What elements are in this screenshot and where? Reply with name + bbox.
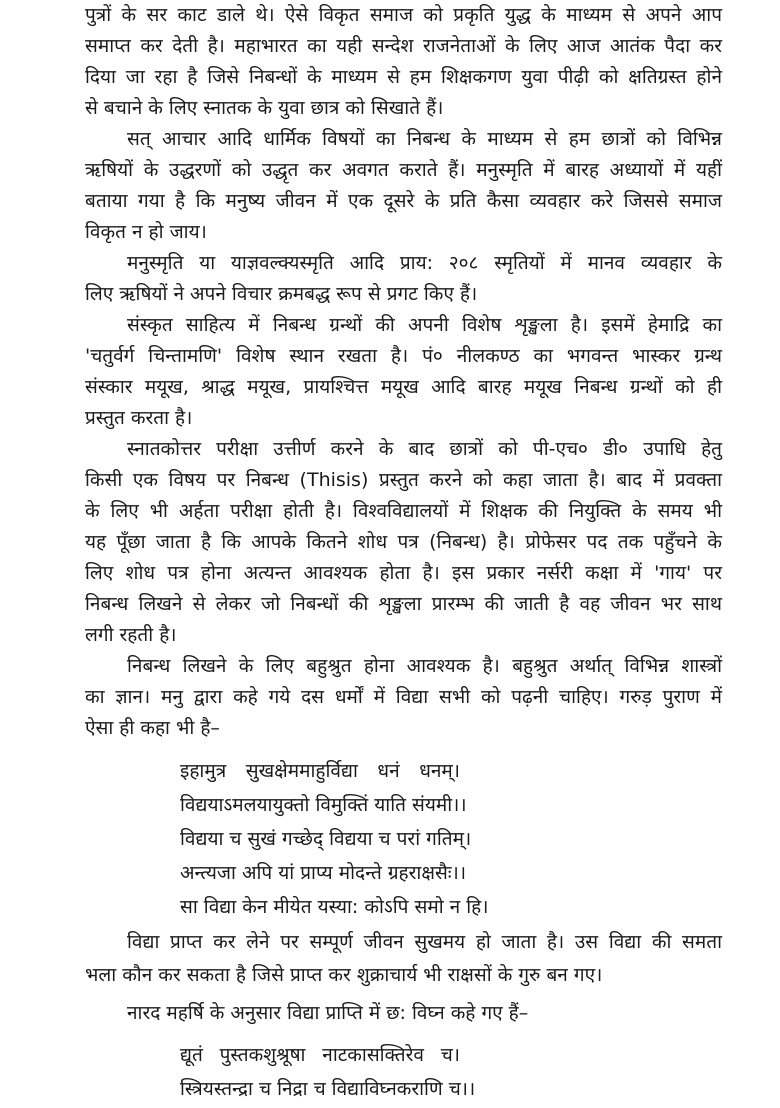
text-line: से बचाने के लिए स्नातक के युवा छात्र को सिखाते हैं। (85, 97, 444, 119)
paragraph (85, 997, 722, 1030)
text-line: का ज्ञान। मनु द्वारा कहे गये दस धर्मों में विद्या सभी को पढ़नी चाहिए। गरुड़ पुराण में (85, 686, 722, 708)
verse-line: द्यूतं पुस्तकशुश्रूषा नाटकासक्तिरेव च। (180, 1044, 460, 1066)
text-line: 'चतुर्वर्ग चिन्तामणि' विशेष स्थान रखता है। पं० नीलकण्ठ का भगवन्त भास्कर ग्रन्थ (85, 345, 722, 367)
text-line: पुत्रों के सर काट डाले थे। ऐसे विकृत समाज को प्रकृति युद्ध के माध्यम से अपने आप (85, 4, 722, 26)
verse-line: सा विद्या केन मीयेत यस्या: कोऽपि समो न हि। (180, 896, 489, 918)
paragraph-continuation (85, 0, 722, 124)
paragraph (85, 651, 722, 744)
paragraph (85, 434, 722, 651)
text-line: स्नातकोत्तर परीक्षा उत्तीर्ण करने के बाद छात्रों को पी-एच० डी० उपाधि हेतु (127, 438, 722, 460)
sanskrit-verse-narada (180, 1038, 476, 1106)
text-line: संस्कार मयूख, श्राद्ध मयूख, प्रायश्चित्त मयूख आदि बारह मयूख निबन्ध ग्रन्थों को ही (85, 376, 722, 398)
paragraph (85, 926, 722, 992)
text-line: ऐसा ही कहा भी है– (85, 717, 220, 739)
verse-line: विद्ययाऽमलयायुक्तो विमुक्तिं याति संयमी।। (180, 794, 467, 816)
text-line: भला कौन कर सकता है जिसे प्राप्त कर शुक्राचार्य भी राक्षसों के गुरु बन गए। (85, 964, 603, 986)
text-line: निबन्ध लिखने के लिए बहुश्रुत होना आवश्यक है। बहुश्रुत अर्थात् विभिन्न शास्त्रों (127, 655, 722, 677)
text-line: लगी रहती है। (85, 624, 177, 646)
text-line: प्रस्तुत करता है। (85, 407, 193, 429)
paragraph (85, 310, 722, 434)
text-line: संस्कृत साहित्य में निबन्ध ग्रन्थों की अपनी विशेष शृङ्खला है। इसमें हेमाद्रि का (127, 314, 722, 336)
text-line: सत् आचार आदि धार्मिक विषयों का निबन्ध के माध्यम से हम छात्रों को विभिन्न (127, 128, 722, 150)
text-line: दिया जा रहा है जिसे निबन्धों के माध्यम से हम शिक्षकगण युवा पीढ़ी को क्षतिग्रस्त होने (85, 66, 722, 88)
text-line: किसी एक विषय पर निबन्ध (Thisis) प्रस्तुत करने को कहा जाता है। बाद में प्रवक्ता (85, 469, 722, 491)
text-line: यह पूँछा जाता है कि आपके कितने शोध पत्र (निबन्ध) है। प्रोफेसर पद तक पहुँचने के (85, 531, 722, 553)
text-line: निबन्ध लिखने से लेकर जो निबन्धों की शृङ्खला प्रारम्भ की जाती है वह जीवन भर साथ (85, 593, 722, 615)
paragraph (85, 248, 722, 310)
text-line: लिए शोध पत्र होना अत्यन्त आवश्यक होता है। इस प्रकार नर्सरी कक्षा में 'गाय' पर (85, 562, 722, 584)
verse-line: स्त्रियस्तन्द्रा च निद्रा च विद्याविघ्नकराणि च।। (180, 1078, 476, 1100)
text-line: नारद महर्षि के अनुसार विद्या प्राप्ति में छ: विघ्न कहे गए हैं– (127, 1002, 529, 1024)
text-line: के लिए भी अर्हता परीक्षा होती है। विश्वविद्यालयों में शिक्षक की नियुक्ति के समय भी (85, 500, 722, 522)
document-page (85, 0, 722, 1106)
paragraph (85, 124, 722, 248)
text-line: विद्या प्राप्त कर लेने पर सम्पूर्ण जीवन सुखमय हो जाता है। उस विद्या की समता (127, 931, 722, 953)
text-line: बताया गया है कि मनुष्य जीवन में एक दूसरे के प्रति कैसा व्यवहार करे जिससे समाज (85, 190, 722, 212)
text-line: लिए ऋषियों ने अपने विचार क्रमबद्ध रूप से प्रगट किए हैं। (85, 283, 478, 305)
text-line: ऋषियों के उद्धरणों को उद्धृत कर अवगत कराते हैं। मनुस्मृति में बारह अध्यायों में यहीं (85, 159, 722, 181)
text-line: समाप्त कर देती है। महाभारत का यही सन्देश राजनेताओं के लिए आज आतंक पैदा कर (85, 35, 722, 57)
verse-line: अन्त्यजा अपि यां प्राप्य मोदन्ते ग्रहराक्षसैः।। (180, 862, 467, 884)
text-line: मनुस्मृति या याज्ञवल्क्यस्मृति आदि प्राय: २०८ स्मृतियों में मानव व्यवहार के (127, 252, 722, 274)
verse-line: इहामुत्र सुखक्षेममाहुर्विद्या धनं धनम्। (180, 760, 460, 782)
text-line: विकृत न हो जाय। (85, 221, 207, 243)
verse-line: विद्यया च सुखं गच्छेद् विद्यया च परां गतिम्। (180, 828, 472, 850)
sanskrit-verse-garuda-purana (180, 754, 489, 924)
